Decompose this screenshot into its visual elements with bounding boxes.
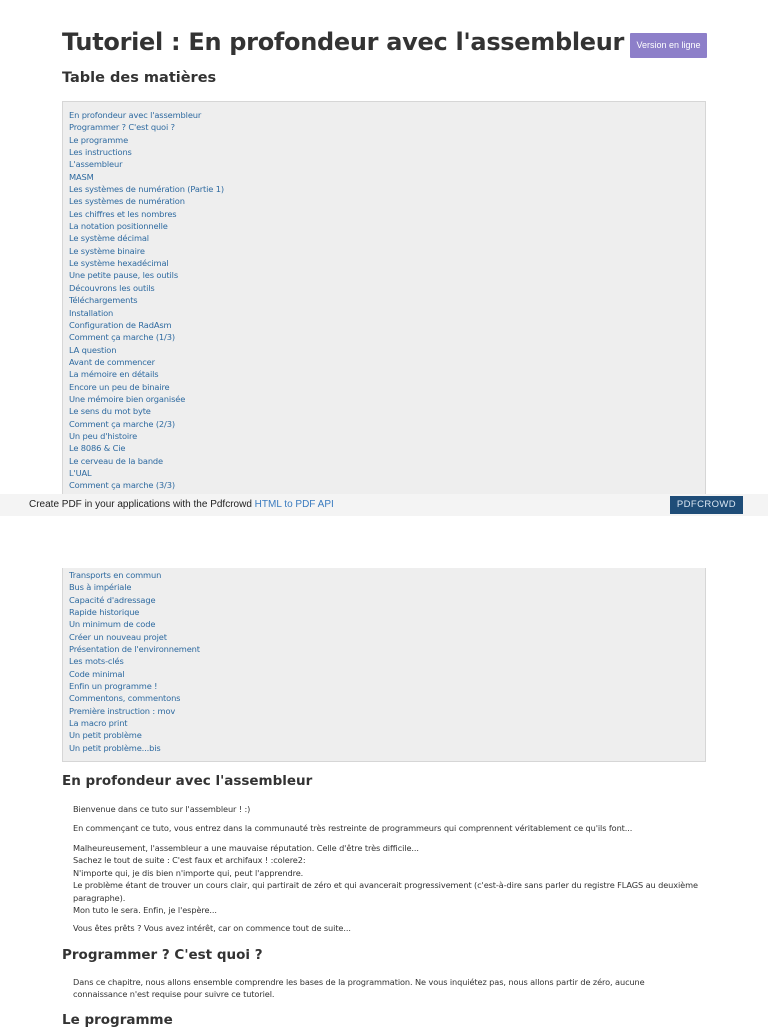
toc-link[interactable]: Le système décimal bbox=[69, 233, 149, 244]
toc-link[interactable]: Les mots-clés bbox=[69, 656, 124, 667]
toc-link[interactable]: Les systèmes de numération bbox=[69, 196, 185, 207]
toc-link[interactable]: Code minimal bbox=[69, 668, 125, 679]
pdfcrowd-api-link[interactable]: HTML to PDF API bbox=[254, 499, 334, 510]
toc-link[interactable]: Le système hexadécimal bbox=[69, 258, 169, 269]
toc-link[interactable]: En profondeur avec l'assembleur bbox=[69, 110, 202, 120]
toc-link[interactable]: Le sens du mot byte bbox=[69, 406, 151, 417]
toc-box-page2 bbox=[62, 568, 706, 762]
toc-link[interactable]: MASM bbox=[69, 171, 94, 182]
intro-line: Malheureusement, l'assembleur a une mauvaise réputation. Celle d'être très difficile... bbox=[73, 843, 419, 853]
toc-link[interactable]: Enfin un programme ! bbox=[69, 681, 158, 692]
toc-link[interactable]: Découvrons les outils bbox=[69, 282, 155, 293]
toc-link[interactable]: Installation bbox=[69, 307, 114, 318]
intro-line: Le problème étant de trouver un cours clair, qui partirait de zéro et qui avancerait progressivement (c'est-à-dire sans parler du registre FLAGS au deuxième paragraphe). bbox=[73, 880, 698, 903]
toc-link[interactable]: LA question bbox=[69, 344, 117, 355]
toc-link[interactable]: Téléchargements bbox=[69, 295, 138, 306]
intro-line: Sachez le tout de suite : C'est faux et archifaux ! :colere2: bbox=[73, 855, 306, 866]
intro-paragraph-1: Bienvenue dans ce tuto sur l'assembleur ! :) bbox=[73, 804, 251, 814]
section-heading-programme: Le programme bbox=[62, 1012, 173, 1028]
programmer-paragraph-1: Dans ce chapitre, nous allons ensemble comprendre les bases de la programmation. Ne vous inquiétez pas, nous allons partir de zéro, aucune connaissance n'est requise pour suivre ce tutoriel. bbox=[73, 977, 645, 1000]
pdfcrowd-message: Create PDF in your applications with the Pdfcrowd bbox=[29, 499, 255, 510]
toc-link[interactable]: Le 8086 & Cie bbox=[69, 443, 126, 454]
pdfcrowd-text bbox=[29, 499, 334, 510]
toc-link[interactable]: Le cerveau de la bande bbox=[69, 455, 164, 466]
toc-link[interactable]: Les systèmes de numération (Partie 1) bbox=[69, 184, 224, 195]
toc-heading: Table des matières bbox=[62, 70, 217, 86]
toc-list-continued bbox=[69, 569, 200, 754]
toc-link[interactable]: La notation positionnelle bbox=[69, 221, 168, 232]
intro-paragraph-3 bbox=[73, 842, 698, 916]
pdfcrowd-badge-button[interactable]: PDFCROWD bbox=[670, 496, 743, 514]
section-heading-programmer: Programmer ? C'est quoi ? bbox=[62, 947, 263, 963]
toc-link[interactable]: Les instructions bbox=[69, 147, 132, 158]
toc-link[interactable]: Une petite pause, les outils bbox=[69, 270, 178, 281]
toc-link[interactable]: Créer un nouveau projet bbox=[69, 631, 167, 642]
toc-link[interactable]: Bus à impériale bbox=[69, 582, 132, 593]
pdfcrowd-footer bbox=[0, 494, 768, 516]
toc-link[interactable]: Une mémoire bien organisée bbox=[69, 393, 186, 404]
page-title: Tutoriel : En profondeur avec l'assembleur bbox=[62, 28, 625, 56]
toc-link[interactable]: Comment ça marche (2/3) bbox=[69, 418, 175, 429]
intro-line: Mon tuto le sera. Enfin, je l'espère... bbox=[73, 905, 217, 916]
intro-paragraph-4: Vous êtes prêts ? Vous avez intérêt, car on commence tout de suite... bbox=[73, 923, 351, 933]
toc-link[interactable]: L'UAL bbox=[69, 467, 92, 478]
online-version-button[interactable]: Version en ligne bbox=[630, 33, 707, 58]
toc-link[interactable]: Capacité d'adressage bbox=[69, 594, 156, 605]
toc-link[interactable]: Un petit problème...bis bbox=[69, 742, 161, 753]
toc-link[interactable]: Programmer ? C'est quoi ? bbox=[69, 122, 175, 133]
toc-link[interactable]: La mémoire en détails bbox=[69, 369, 159, 380]
toc-link[interactable]: Un peu d'histoire bbox=[69, 430, 138, 441]
toc-link[interactable]: Configuration de RadAsm bbox=[69, 319, 172, 330]
toc-link[interactable]: La macro print bbox=[69, 718, 128, 729]
toc-link[interactable]: Rapide historique bbox=[69, 607, 140, 618]
toc-link[interactable]: Comment ça marche (1/3) bbox=[69, 332, 175, 343]
toc-link[interactable]: Comment ça marche (3/3) bbox=[69, 480, 175, 491]
intro-line: N'importe qui, je dis bien n'importe qui, peut l'apprendre. bbox=[73, 867, 304, 878]
section-heading-intro: En profondeur avec l'assembleur bbox=[62, 773, 313, 789]
intro-paragraph-2: En commençant ce tuto, vous entrez dans la communauté très restreinte de programmeurs qui comprennent véritablement ce qu'ils font... bbox=[73, 823, 633, 833]
toc-link[interactable]: Transports en commun bbox=[69, 570, 162, 580]
toc-link[interactable]: L'assembleur bbox=[69, 159, 123, 170]
toc-link[interactable]: Un minimum de code bbox=[69, 619, 156, 630]
toc-link[interactable]: Le système binaire bbox=[69, 245, 145, 256]
toc-link[interactable]: Avant de commencer bbox=[69, 356, 155, 367]
toc-link[interactable]: Le programme bbox=[69, 134, 129, 145]
toc-link[interactable]: Première instruction : mov bbox=[69, 705, 176, 716]
toc-box-page1 bbox=[62, 101, 706, 494]
toc-link[interactable]: Présentation de l'environnement bbox=[69, 644, 200, 655]
toc-link[interactable]: Commentons, commentons bbox=[69, 693, 181, 704]
toc-link[interactable]: Encore un peu de binaire bbox=[69, 381, 170, 392]
toc-link[interactable]: Les chiffres et les nombres bbox=[69, 208, 177, 219]
toc-link[interactable]: Un petit problème bbox=[69, 730, 142, 741]
toc-list bbox=[69, 109, 224, 492]
